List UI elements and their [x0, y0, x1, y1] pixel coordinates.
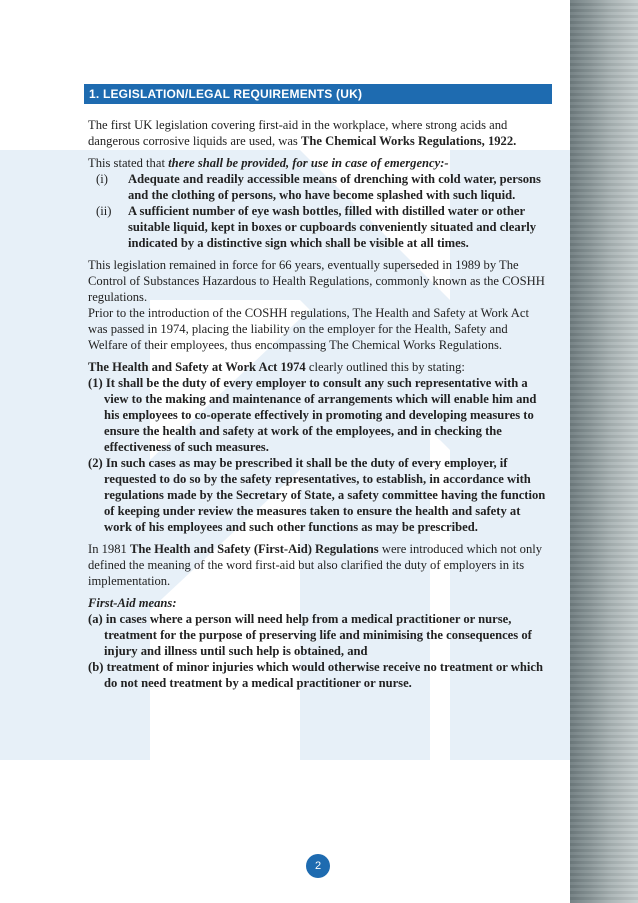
list-lettered [88, 611, 548, 691]
list-item: (2) In such cases as may be prescribed it shall be the duty of every employer, if requested to do so by the safety representatives, to establish, in accordance with regulations made by the Secretary of State, a safety committee having the function of keeping under review the measures taken to ensure the health and safety at work of his employees and such other functions as may be prescribed. [88, 456, 546, 534]
list-item: (b) treatment of minor injuries which would otherwise receive no treatment or which do not need treatment by a medical practitioner or nurse. [88, 660, 543, 690]
list-item: (a) in cases where a person will need help from a medical practitioner or nurse, treatment for the purpose of preserving life and minimising the consequences of injury and illness until such help is obtained, and [88, 612, 532, 658]
list-numbered [88, 375, 548, 535]
paragraph-stated: This stated that there shall be provided, for use in case of emergency:- [88, 156, 449, 170]
paragraph-hsw-act: Prior to the introduction of the COSHH regulations, The Health and Safety at Work Act was passed in 1974, placing the liability on the employer for the Health, Safety and Welfare of their employees, thus encompassing The Chemical Works Regulations. [88, 306, 529, 352]
list-item: (ii) A sufficient number of eye wash bottles, filled with distilled water or other suitable liquid, kept in boxes or cupboards conveniently situated and clearly indicated by a distinctive sign which shall be visible at all times. [96, 204, 537, 250]
list-item: (1) It shall be the duty of every employer to consult any such representative with a view to the making and maintenance of arrangements which will enable him and his employees to co-operate effectively in promoting and developing measures to ensure the health and safety at work of the employees, and in checking the effectiveness of such measures. [88, 376, 537, 454]
document-body [88, 117, 548, 697]
emphasis-text: there shall be provided, for use in case of emergency:- [168, 156, 449, 170]
paragraph-first-aid-regs: In 1981 The Health and Safety (First-Aid) Regulations were introduced which not only defined the meaning of the word first-aid but also clarified the duty of employers in its implementation. [88, 542, 543, 588]
page-number-badge: 2 [306, 854, 330, 878]
list-roman [88, 171, 548, 251]
regulation-title: The Chemical Works Regulations, 1922. [301, 134, 517, 148]
definition-heading: First-Aid means: [88, 596, 177, 610]
decorative-side-strip [570, 0, 638, 903]
paragraph-hsw-outline: The Health and Safety at Work Act 1974 clearly outlined this by stating: [88, 360, 465, 374]
list-item: (i) Adequate and readily accessible means of drenching with cold water, persons and the clothing of persons, who have become splashed with such liquid. [96, 172, 541, 202]
section-header: 1. LEGISLATION/LEGAL REQUIREMENTS (UK) [84, 84, 552, 104]
paragraph-coshh: This legislation remained in force for 66 years, eventually superseded in 1989 by The Control of Substances Hazardous to Health Regulations, commonly known as the COSHH regulations. [88, 258, 545, 304]
paragraph-intro: The first UK legislation covering first-aid in the workplace, where strong acids and dangerous corrosive liquids are used, was The Chemical Works Regulations, 1922. [88, 118, 517, 148]
